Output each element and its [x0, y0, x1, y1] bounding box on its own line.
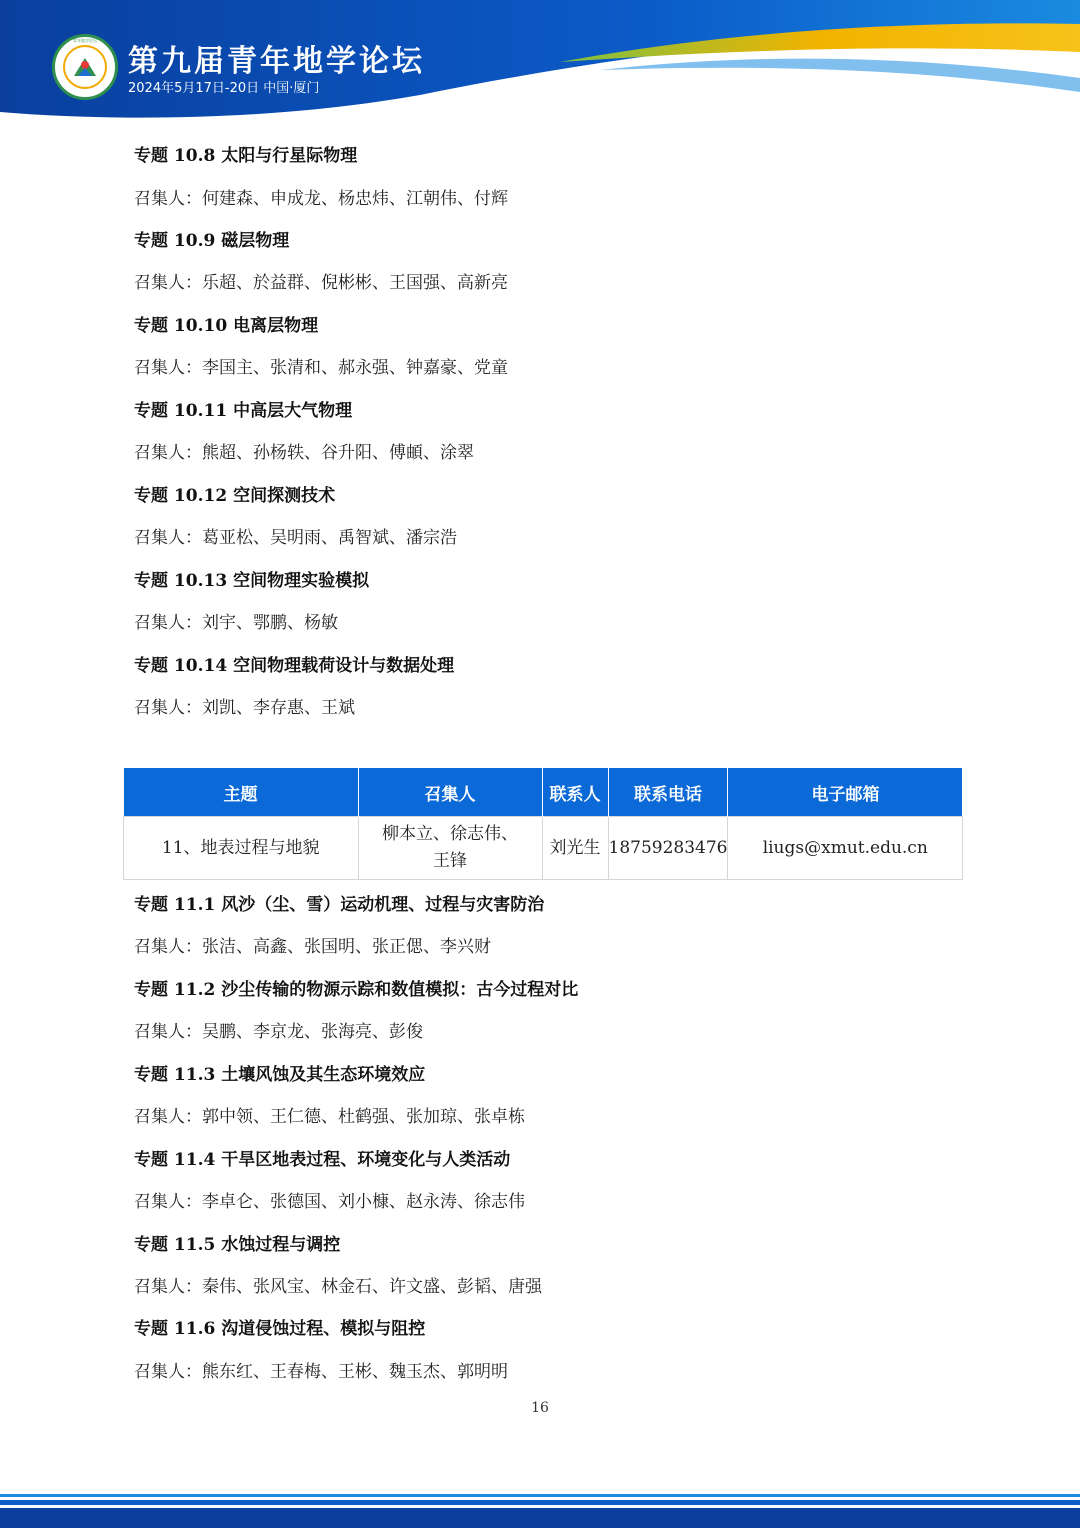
header-banner [0, 0, 1080, 130]
topic-title: 专题 10.11 中高层大气物理 [134, 401, 353, 421]
topic-title: 专题 10.10 电离层物理 [134, 316, 319, 336]
convener-list: 召集人：何建森、申成龙、杨忠炜、江朝伟、付辉 [134, 189, 508, 209]
theme-contact-table [123, 768, 963, 880]
convener-list: 召集人：吴鹏、李京龙、张海亮、彭俊 [134, 1022, 423, 1042]
forum-title: 第九届青年地学论坛 [128, 44, 425, 79]
cell-phone: 18759283476 [608, 817, 728, 880]
logo-emblem-icon [70, 52, 100, 82]
header-theme: 主题 [124, 768, 359, 817]
table-row [124, 817, 963, 880]
topic-title: 专题 10.12 空间探测技术 [134, 486, 336, 506]
cell-theme: 11、地表过程与地貌 [124, 817, 359, 880]
topic-title: 专题 11.1 风沙（尘、雪）运动机理、过程与灾害防治 [134, 895, 545, 915]
convener-list: 召集人：熊超、孙杨轶、谷升阳、傅頔、涂翠 [134, 443, 474, 463]
topic-title: 专题 11.2 沙尘传输的物源示踪和数值模拟：古今过程对比 [134, 980, 579, 1000]
convener-list: 召集人：刘宇、鄂鹏、杨敏 [134, 613, 338, 633]
convener-list: 召集人：乐超、於益群、倪彬彬、王国强、高新亮 [134, 273, 508, 293]
header-phone: 联系电话 [608, 768, 728, 817]
topic-title: 专题 10.9 磁层物理 [134, 231, 290, 251]
topic-title: 专题 11.5 水蚀过程与调控 [134, 1235, 341, 1255]
cell-conveners [358, 817, 542, 880]
convener-list: 召集人：张洁、高鑫、张国明、张正偲、李兴财 [134, 937, 491, 957]
convener-list: 召集人：秦伟、张风宝、林金石、许文盛、彭韬、唐强 [134, 1277, 542, 1297]
topic-title: 专题 10.8 太阳与行星际物理 [134, 146, 358, 166]
cell-contact: 刘光生 [542, 817, 608, 880]
header-conveners: 召集人 [358, 768, 542, 817]
convener-list: 召集人：葛亚松、吴明雨、禹智斌、潘宗浩 [134, 528, 457, 548]
topic-title: 专题 11.3 土壤风蚀及其生态环境效应 [134, 1065, 426, 1085]
header-contact: 联系人 [542, 768, 608, 817]
convener-list: 召集人：李卓仑、张德国、刘小槺、赵永涛、徐志伟 [134, 1192, 525, 1212]
forum-logo [52, 34, 118, 100]
logo-text: 青年地学论坛 [73, 38, 97, 43]
convener-list: 召集人：刘凯、李存惠、王斌 [134, 698, 355, 718]
footer-stripes [0, 1490, 1080, 1528]
topic-title: 专题 10.13 空间物理实验模拟 [134, 571, 370, 591]
topic-title: 专题 10.14 空间物理载荷设计与数据处理 [134, 656, 455, 676]
convener-list: 召集人：熊东红、王春梅、王彬、魏玉杰、郭明明 [134, 1362, 508, 1382]
table-header-row [124, 768, 963, 817]
page-number: 16 [531, 1400, 549, 1416]
cell-email: liugs@xmut.edu.cn [728, 817, 963, 880]
cell-conveners-line2: 王锋 [433, 851, 467, 871]
header-email: 电子邮箱 [728, 768, 963, 817]
cell-conveners-line1: 柳本立、徐志伟、 [382, 824, 518, 844]
convener-list: 召集人：李国主、张清和、郝永强、钟嘉豪、党童 [134, 358, 508, 378]
convener-list: 召集人：郭中领、王仁德、杜鹤强、张加琼、张卓栋 [134, 1107, 525, 1127]
topic-title: 专题 11.6 沟道侵蚀过程、模拟与阻控 [134, 1319, 426, 1339]
footer-stripe-graphic [0, 1490, 1080, 1528]
topic-title: 专题 11.4 干旱区地表过程、环境变化与人类活动 [134, 1150, 511, 1170]
forum-date-location: 2024年5月17日-20日 中国·厦门 [128, 81, 320, 96]
